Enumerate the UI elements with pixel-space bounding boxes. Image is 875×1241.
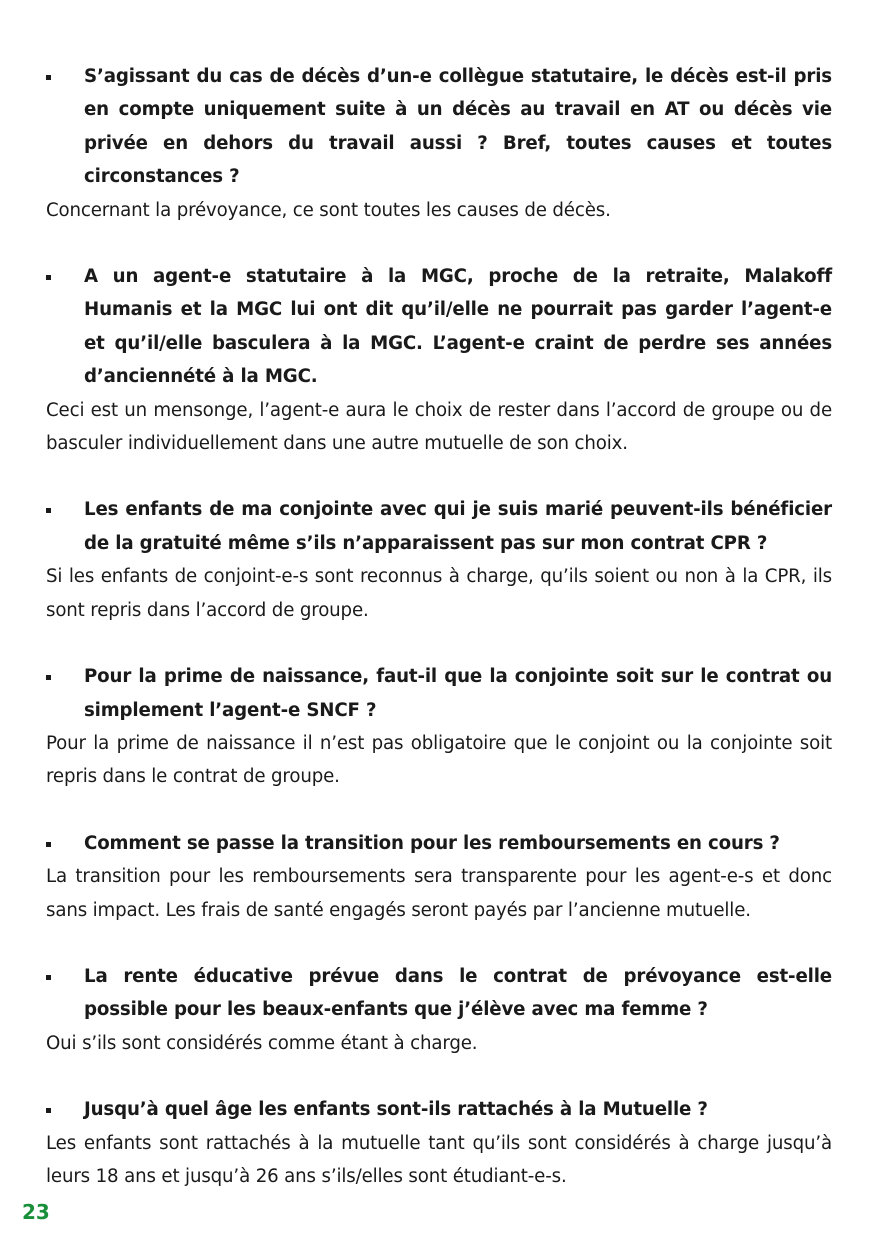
bullet-icon <box>46 842 51 847</box>
faq-question <box>46 60 832 194</box>
faq-item <box>46 827 832 927</box>
faq-content <box>46 60 832 1226</box>
faq-answer: Ceci est un mensonge, l’agent-e aura le choix de rester dans l’accord de groupe ou de basculer individuellement dans une autre mutuelle de son choix. <box>46 399 832 455</box>
bullet-icon <box>46 1108 51 1113</box>
faq-question <box>46 1093 832 1126</box>
faq-question <box>46 493 832 560</box>
faq-question <box>46 960 832 1027</box>
faq-question-text: La rente éducative prévue dans le contrat de prévoyance est-elle possible pour les beaux-enfants que j’élève avec ma femme ? <box>84 965 832 1021</box>
faq-question <box>46 260 832 394</box>
faq-question-text: Jusqu’à quel âge les enfants sont-ils rattachés à la Mutuelle ? <box>84 1099 708 1121</box>
page-number: 23 <box>22 1200 50 1224</box>
faq-item <box>46 493 832 627</box>
faq-answer: La transition pour les remboursements sera transparente pour les agent-e-s et donc sans impact. Les frais de santé engagés seront payés par l’ancienne mutuelle. <box>46 866 832 921</box>
faq-item <box>46 60 832 227</box>
faq-item <box>46 1093 832 1193</box>
bullet-icon <box>46 275 51 280</box>
faq-item <box>46 660 832 794</box>
faq-question-text: A un agent-e statutaire à la MGC, proche de la retraite, Malakoff Humanis et la MGC lui ont dit qu’il/elle ne pourrait pas garder l’agent-e et qu’il/elle basculera à la MGC. L’agent-e craint de perdre ses années d’anciennété à la MGC. <box>84 266 832 388</box>
faq-answer: Concernant la prévoyance, ce sont toutes les causes de décès. <box>46 199 611 221</box>
bullet-icon <box>46 975 51 980</box>
faq-question <box>46 827 832 860</box>
bullet-icon <box>46 508 51 513</box>
faq-question-text: S’agissant du cas de décès d’un-e collègue statutaire, le décès est-il pris en compte uniquement suite à un décès au travail en AT ou décès vie privée en dehors du travail aussi ? Bref, toutes causes et toutes circonstances ? <box>84 66 832 188</box>
faq-question-text: Les enfants de ma conjointe avec qui je suis marié peuvent-ils bénéficier de la gratuité même s’ils n’apparaissent pas sur mon contrat CPR ? <box>84 499 832 554</box>
faq-item <box>46 260 832 460</box>
bullet-icon <box>46 675 51 680</box>
faq-answer: Les enfants sont rattachés à la mutuelle tant qu’ils sont considérés à charge jusqu’à leurs 18 ans et jusqu’à 26 ans s’ils/elles sont étudiant-e-s. <box>46 1132 832 1187</box>
faq-answer: Pour la prime de naissance il n’est pas obligatoire que le conjoint ou la conjointe soit repris dans le contrat de groupe. <box>46 732 832 788</box>
faq-question-text: Comment se passe la transition pour les remboursements en cours ? <box>84 832 780 854</box>
bullet-icon <box>46 75 51 80</box>
faq-answer: Oui s’ils sont considérés comme étant à charge. <box>46 1032 478 1054</box>
faq-question-text: Pour la prime de naissance, faut-il que la conjointe soit sur le contrat ou simplement l’agent-e SNCF ? <box>84 666 832 721</box>
faq-question <box>46 660 832 727</box>
faq-answer: Si les enfants de conjoint-e-s sont reconnus à charge, qu’ils soient ou non à la CPR, ils sont repris dans l’accord de groupe. <box>46 566 832 621</box>
faq-item <box>46 960 832 1060</box>
